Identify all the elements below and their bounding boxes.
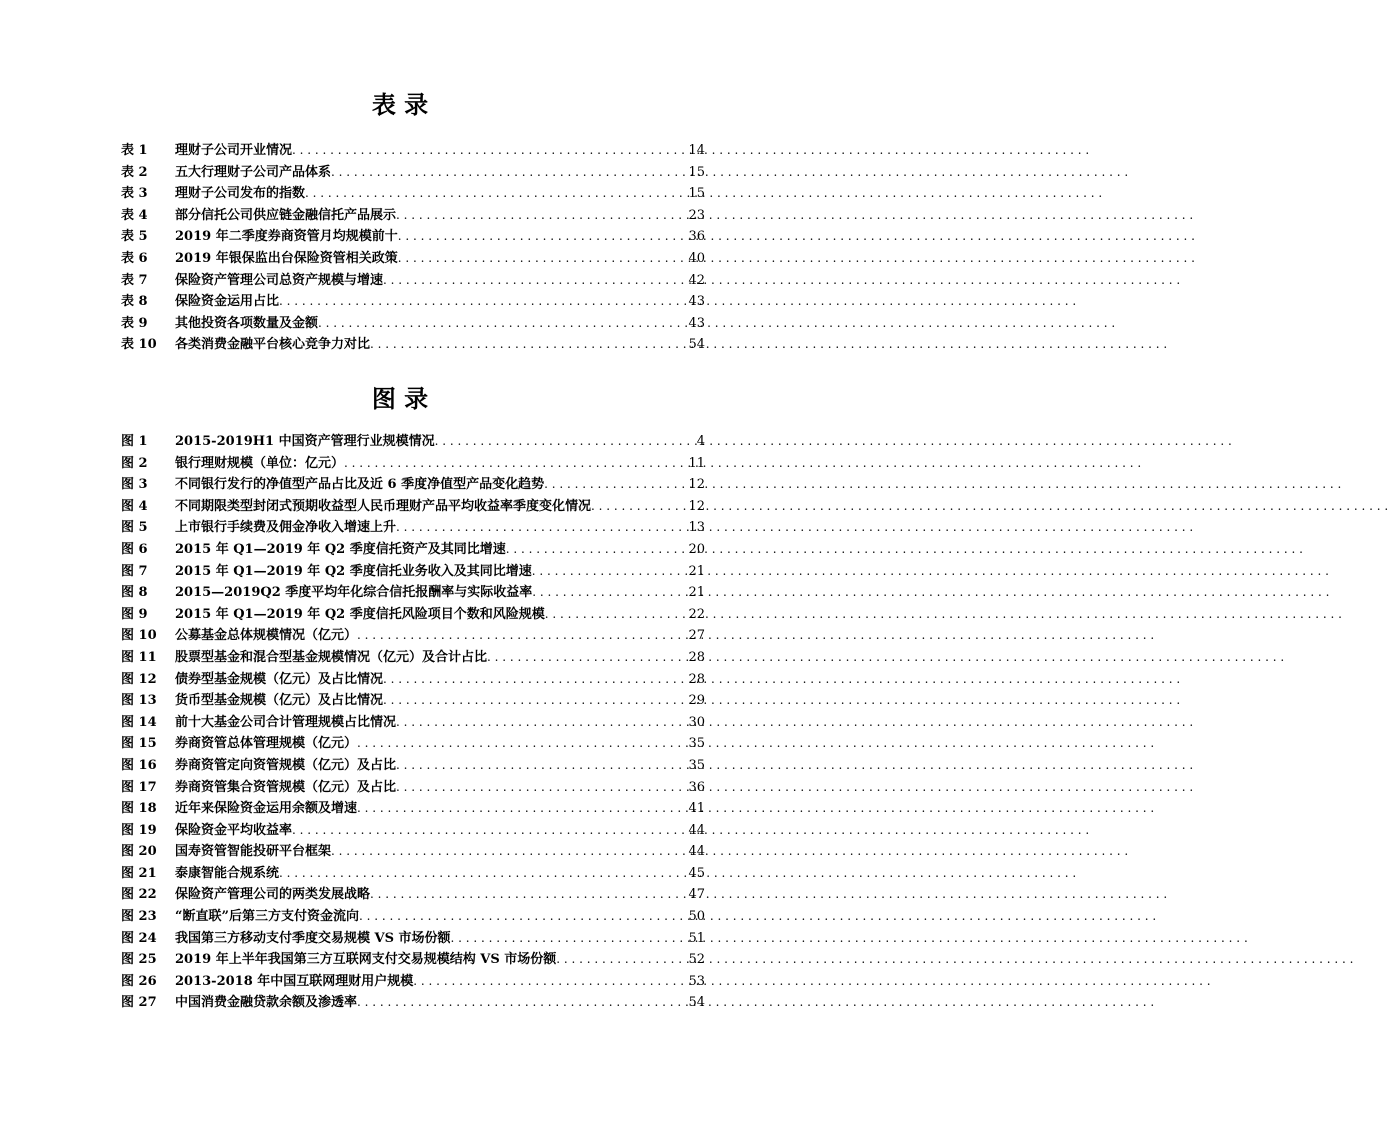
dot-leader bbox=[383, 690, 688, 712]
entry-page-number: 20 bbox=[688, 541, 705, 557]
table-entry[interactable] bbox=[121, 140, 705, 162]
figure-entry[interactable] bbox=[121, 884, 705, 906]
entry-page-number: 21 bbox=[688, 563, 705, 579]
figure-entry[interactable] bbox=[121, 971, 705, 993]
dot-leader bbox=[506, 539, 689, 561]
dot-leader bbox=[591, 496, 688, 518]
figure-entry[interactable] bbox=[121, 431, 705, 453]
entry-number: 图 25 bbox=[121, 952, 157, 968]
entry-page-number: 12 bbox=[688, 477, 705, 493]
entry-title: 券商资管定向资管规模（亿元）及占比 bbox=[175, 757, 397, 773]
dot-leader bbox=[357, 625, 688, 647]
entry-page-number: 14 bbox=[688, 143, 705, 158]
figure-entry[interactable] bbox=[121, 820, 705, 842]
figure-entry[interactable] bbox=[121, 777, 705, 799]
entry-title: 保险资产管理公司的两类发展战略 bbox=[175, 887, 371, 903]
figure-entry[interactable] bbox=[121, 539, 705, 561]
dot-leader bbox=[544, 474, 688, 496]
figure-entry[interactable] bbox=[121, 625, 705, 647]
entry-page-number: 43 bbox=[688, 315, 705, 331]
figure-entry[interactable] bbox=[121, 992, 705, 1014]
figure-entry[interactable] bbox=[121, 906, 705, 928]
entry-title: 前十大基金公司合计管理规模占比情况 bbox=[175, 714, 397, 730]
entry-title: 公募基金总体规模情况（亿元） bbox=[175, 628, 358, 644]
entry-title: 股票型基金和混合型基金规模情况（亿元）及合计占比 bbox=[175, 649, 488, 665]
entry-title: 泰康智能合规系统 bbox=[175, 865, 280, 881]
entry-page-number: 21 bbox=[688, 585, 705, 601]
entry-title: 理财子公司发布的指数 bbox=[175, 186, 306, 202]
entry-page-number: 29 bbox=[688, 693, 705, 709]
table-entry[interactable] bbox=[121, 270, 705, 292]
entry-title: 2015-2019H1 中国资产管理行业规模情况 bbox=[175, 434, 435, 449]
entry-page-number: 52 bbox=[688, 952, 705, 968]
entry-page-number: 12 bbox=[688, 498, 705, 514]
table-entry[interactable] bbox=[121, 183, 705, 205]
dot-leader bbox=[396, 205, 688, 227]
dot-leader bbox=[279, 291, 688, 313]
entry-page-number: 40 bbox=[688, 250, 705, 266]
entry-number: 图 4 bbox=[121, 498, 148, 514]
table-entry[interactable] bbox=[121, 162, 705, 184]
entry-title: 2015 年 Q1—2019 年 Q2 季度信托资产及其同比增速 bbox=[175, 541, 506, 557]
entry-number: 图 18 bbox=[121, 801, 157, 817]
figure-entry[interactable] bbox=[121, 755, 705, 777]
entry-title: 五大行理财子公司产品体系 bbox=[175, 164, 332, 180]
dot-leader bbox=[292, 140, 688, 162]
figure-entry[interactable] bbox=[121, 453, 705, 475]
table-of-figures bbox=[121, 431, 705, 1014]
entry-number: 图 8 bbox=[121, 585, 148, 601]
entry-number: 图 19 bbox=[121, 822, 157, 838]
entry-number: 图 27 bbox=[121, 995, 157, 1011]
entry-number: 图 7 bbox=[121, 563, 148, 579]
entry-title: 券商资管总体管理规模（亿元） bbox=[175, 736, 358, 752]
entry-number: 表 4 bbox=[121, 207, 148, 223]
dot-leader bbox=[357, 992, 688, 1014]
tables-heading: 表 录 bbox=[371, 90, 429, 119]
figure-entry[interactable] bbox=[121, 841, 705, 863]
figure-entry[interactable] bbox=[121, 474, 705, 496]
dot-leader bbox=[413, 971, 688, 993]
entry-page-number: 15 bbox=[688, 164, 705, 180]
dot-leader bbox=[435, 431, 689, 453]
table-entry[interactable] bbox=[121, 291, 705, 313]
entry-number: 表 3 bbox=[121, 186, 148, 202]
table-of-tables bbox=[121, 140, 705, 356]
table-entry[interactable] bbox=[121, 313, 705, 335]
entry-page-number: 53 bbox=[688, 973, 705, 989]
dot-leader bbox=[359, 906, 688, 928]
dot-leader bbox=[370, 334, 688, 356]
entry-number: 图 13 bbox=[121, 693, 157, 709]
entry-page-number: 35 bbox=[688, 736, 705, 752]
entry-title: “断直联”后第三方支付资金流向 bbox=[175, 909, 359, 925]
entry-title: 中国消费金融贷款余额及渗透率 bbox=[175, 995, 358, 1011]
entry-number: 图 22 bbox=[121, 887, 157, 903]
entry-number: 图 24 bbox=[121, 930, 157, 946]
entry-title: 近年来保险资金运用余额及增速 bbox=[175, 801, 358, 817]
entry-number: 表 2 bbox=[121, 164, 148, 180]
entry-title: 不同期限类型封闭式预期收益型人民币理财产品平均收益率季度变化情况 bbox=[175, 498, 592, 514]
figure-entry[interactable] bbox=[121, 669, 705, 691]
dot-leader bbox=[556, 949, 688, 971]
figure-entry[interactable] bbox=[121, 712, 705, 734]
entry-title: 保险资产管理公司总资产规模与增速 bbox=[175, 272, 384, 288]
dot-leader bbox=[396, 517, 688, 539]
entry-page-number: 35 bbox=[688, 757, 705, 773]
dot-leader bbox=[396, 755, 688, 777]
dot-leader bbox=[532, 582, 688, 604]
dot-leader bbox=[292, 820, 688, 842]
figure-entry[interactable] bbox=[121, 496, 705, 518]
dot-leader bbox=[383, 669, 688, 691]
entry-page-number: 27 bbox=[688, 628, 705, 644]
entry-number: 表 8 bbox=[121, 294, 148, 310]
figure-entry[interactable] bbox=[121, 928, 705, 950]
entry-title: 保险资金运用占比 bbox=[175, 294, 280, 310]
entry-title: 国寿资管智能投研平台框架 bbox=[175, 844, 332, 860]
entry-number: 图 11 bbox=[121, 649, 157, 665]
figure-entry[interactable] bbox=[121, 798, 705, 820]
entry-page-number: 44 bbox=[688, 844, 705, 860]
entry-number: 图 6 bbox=[121, 541, 148, 557]
entry-page-number: 28 bbox=[688, 671, 705, 687]
entry-title: 2015—2019Q2 季度平均年化综合信托报酬率与实际收益率 bbox=[175, 585, 533, 601]
table-entry[interactable] bbox=[121, 248, 705, 270]
figure-entry[interactable] bbox=[121, 733, 705, 755]
entry-number: 图 14 bbox=[121, 714, 157, 730]
entry-page-number: 54 bbox=[688, 995, 705, 1011]
entry-page-number: 11 bbox=[688, 455, 705, 471]
dot-leader bbox=[398, 226, 689, 248]
entry-number: 图 12 bbox=[121, 671, 157, 687]
entry-page-number: 28 bbox=[688, 649, 705, 665]
dot-leader bbox=[331, 841, 688, 863]
entry-title: 上市银行手续费及佣金净收入增速上升 bbox=[175, 520, 397, 536]
entry-number: 图 2 bbox=[121, 455, 148, 471]
entry-title: 理财子公司开业情况 bbox=[175, 143, 293, 158]
figure-entry[interactable] bbox=[121, 561, 705, 583]
entry-title: 2013-2018 年中国互联网理财用户规模 bbox=[175, 973, 414, 989]
figure-entry[interactable] bbox=[121, 647, 705, 669]
entry-number: 表 9 bbox=[121, 315, 148, 331]
dot-leader bbox=[451, 928, 689, 950]
dot-leader bbox=[318, 313, 688, 335]
dot-leader bbox=[532, 561, 689, 583]
entry-number: 图 15 bbox=[121, 736, 157, 752]
entry-number: 图 1 bbox=[121, 434, 148, 449]
entry-page-number: 44 bbox=[688, 822, 705, 838]
entry-title: 债券型基金规模（亿元）及占比情况 bbox=[175, 671, 384, 687]
entry-page-number: 50 bbox=[688, 909, 705, 925]
entry-page-number: 51 bbox=[688, 930, 705, 946]
table-entry[interactable] bbox=[121, 334, 705, 356]
entry-page-number: 43 bbox=[688, 294, 705, 310]
entry-title: 货币型基金规模（亿元）及占比情况 bbox=[175, 693, 384, 709]
dot-leader bbox=[487, 647, 688, 669]
entry-page-number: 47 bbox=[688, 887, 705, 903]
entry-number: 图 3 bbox=[121, 477, 148, 493]
entry-title: 2019 年银保监出台保险资管相关政策 bbox=[175, 250, 398, 266]
entry-page-number: 30 bbox=[688, 714, 705, 730]
entry-page-number: 4 bbox=[696, 434, 705, 449]
entry-number: 图 10 bbox=[121, 628, 157, 644]
figure-entry[interactable] bbox=[121, 949, 705, 971]
entry-page-number: 42 bbox=[688, 272, 705, 288]
entry-number: 表 10 bbox=[121, 337, 157, 353]
entry-number: 图 16 bbox=[121, 757, 157, 773]
entry-page-number: 45 bbox=[688, 865, 705, 881]
entry-number: 表 7 bbox=[121, 272, 148, 288]
figure-entry[interactable] bbox=[121, 582, 705, 604]
dot-leader bbox=[279, 863, 688, 885]
dot-leader bbox=[545, 604, 689, 626]
entry-page-number: 36 bbox=[688, 229, 705, 245]
entry-title: 2019 年上半年我国第三方互联网支付交易规模结构 VS 市场份额 bbox=[175, 952, 557, 968]
dot-leader bbox=[370, 884, 688, 906]
table-entry[interactable] bbox=[121, 226, 705, 248]
entry-title: 其他投资各项数量及金额 bbox=[175, 315, 319, 331]
entry-number: 图 20 bbox=[121, 844, 157, 860]
entry-number: 图 5 bbox=[121, 520, 148, 536]
entry-title: 2019 年二季度券商资管月均规模前十 bbox=[175, 229, 398, 245]
dot-leader bbox=[357, 798, 688, 820]
entry-page-number: 15 bbox=[688, 186, 705, 202]
dot-leader bbox=[398, 248, 689, 270]
entry-page-number: 54 bbox=[688, 337, 705, 353]
entry-title: 部分信托公司供应链金融信托产品展示 bbox=[175, 207, 397, 223]
entry-number: 表 5 bbox=[121, 229, 148, 245]
entry-title: 2015 年 Q1—2019 年 Q2 季度信托风险项目个数和风险规模 bbox=[175, 606, 545, 622]
entry-page-number: 22 bbox=[688, 606, 705, 622]
entry-page-number: 13 bbox=[688, 520, 705, 536]
entry-title: 保险资金平均收益率 bbox=[175, 822, 293, 838]
entry-number: 图 26 bbox=[121, 973, 157, 989]
dot-leader bbox=[344, 453, 688, 475]
figure-entry[interactable] bbox=[121, 863, 705, 885]
entry-page-number: 23 bbox=[688, 207, 705, 223]
entry-title: 我国第三方移动支付季度交易规模 VS 市场份额 bbox=[175, 930, 451, 946]
entry-title: 2015 年 Q1—2019 年 Q2 季度信托业务收入及其同比增速 bbox=[175, 563, 532, 579]
dot-leader bbox=[396, 712, 688, 734]
dot-leader bbox=[396, 777, 688, 799]
dot-leader bbox=[357, 733, 688, 755]
entry-title: 银行理财规模（单位：亿元） bbox=[175, 455, 345, 471]
entry-number: 图 23 bbox=[121, 909, 157, 925]
entry-number: 表 1 bbox=[121, 143, 148, 158]
entry-title: 券商资管集合资管规模（亿元）及占比 bbox=[175, 779, 397, 795]
dot-leader bbox=[331, 162, 688, 184]
figures-heading: 图 录 bbox=[371, 384, 429, 413]
entry-number: 表 6 bbox=[121, 250, 148, 266]
entry-title: 不同银行发行的净值型产品占比及近 6 季度净值型产品变化趋势 bbox=[175, 477, 545, 493]
figure-entry[interactable] bbox=[121, 517, 705, 539]
entry-number: 图 21 bbox=[121, 865, 157, 881]
entry-page-number: 41 bbox=[688, 801, 705, 817]
entry-number: 图 9 bbox=[121, 606, 148, 622]
dot-leader bbox=[383, 270, 688, 292]
entry-page-number: 36 bbox=[688, 779, 705, 795]
figure-entry[interactable] bbox=[121, 604, 705, 626]
dot-leader bbox=[305, 183, 688, 205]
table-entry[interactable] bbox=[121, 205, 705, 227]
entry-number: 图 17 bbox=[121, 779, 157, 795]
entry-title: 各类消费金融平台核心竞争力对比 bbox=[175, 337, 371, 353]
figure-entry[interactable] bbox=[121, 690, 705, 712]
